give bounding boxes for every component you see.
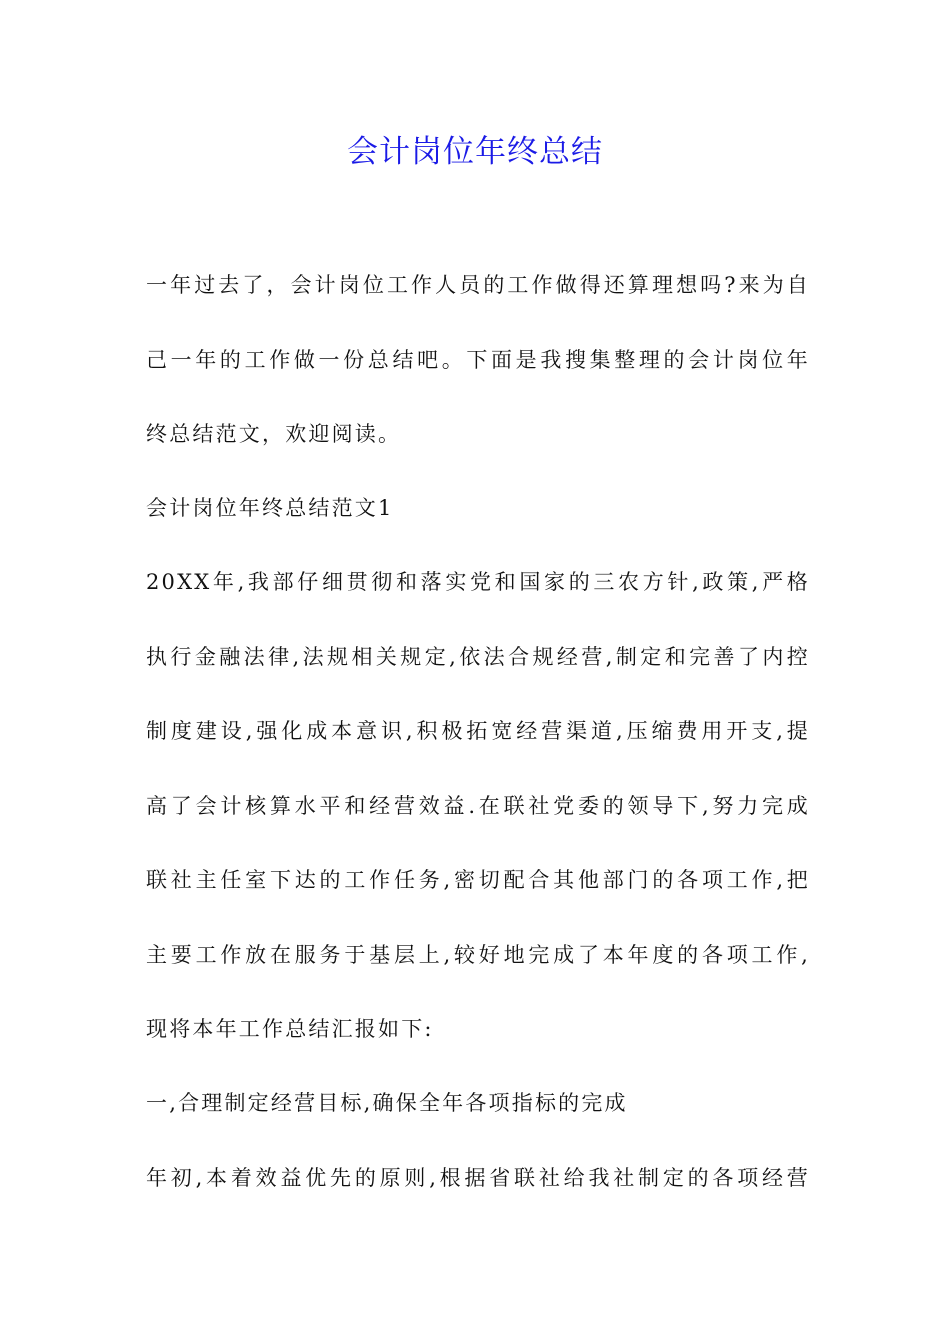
main-line: 高了会计核算水平和经营效益.在联社党委的领导下,努力完成 [146, 793, 810, 818]
subheading [146, 1066, 810, 1141]
subheading-text: 一,合理制定经营目标,确保全年各项指标的完成 [146, 1091, 628, 1115]
main-line: 主要工作放在服务于基层上,较好地完成了本年度的各项工作, [146, 942, 810, 967]
main-line: 执行金融法律,法规相关规定,依法合规经营,制定和完善了内控 [146, 644, 810, 669]
main-line: 现将本年工作总结汇报如下: [146, 1017, 434, 1041]
tail-paragraph [146, 1141, 810, 1216]
main-line: 联社主任室下达的工作任务,密切配合其他部门的各项工作,把 [146, 868, 810, 892]
main-line: 20XX年,我部仔细贯彻和落实党和国家的三农方针,政策,严格 [146, 570, 810, 594]
section-title-text: 会计岗位年终总结范文1 [146, 496, 394, 520]
document-title: 会计岗位年终总结 [347, 134, 603, 170]
main-line: 制度建设,强化成本意识,积极拓宽经营渠道,压缩费用开支,提 [146, 719, 810, 743]
intro-line: 终总结范文，欢迎阅读。 [146, 422, 402, 446]
intro-line: 己一年的工作做一份总结吧。下面是我搜集整理的会计岗位年 [146, 347, 810, 372]
tail-line: 年初,本着效益优先的原则,根据省联社给我社制定的各项经营 [146, 1166, 810, 1190]
main-paragraph [146, 545, 810, 1067]
section-title [146, 471, 810, 546]
intro-paragraph [146, 248, 810, 472]
intro-line: 一年过去了，会计岗位工作人员的工作做得还算理想吗?来为自 [146, 273, 810, 297]
